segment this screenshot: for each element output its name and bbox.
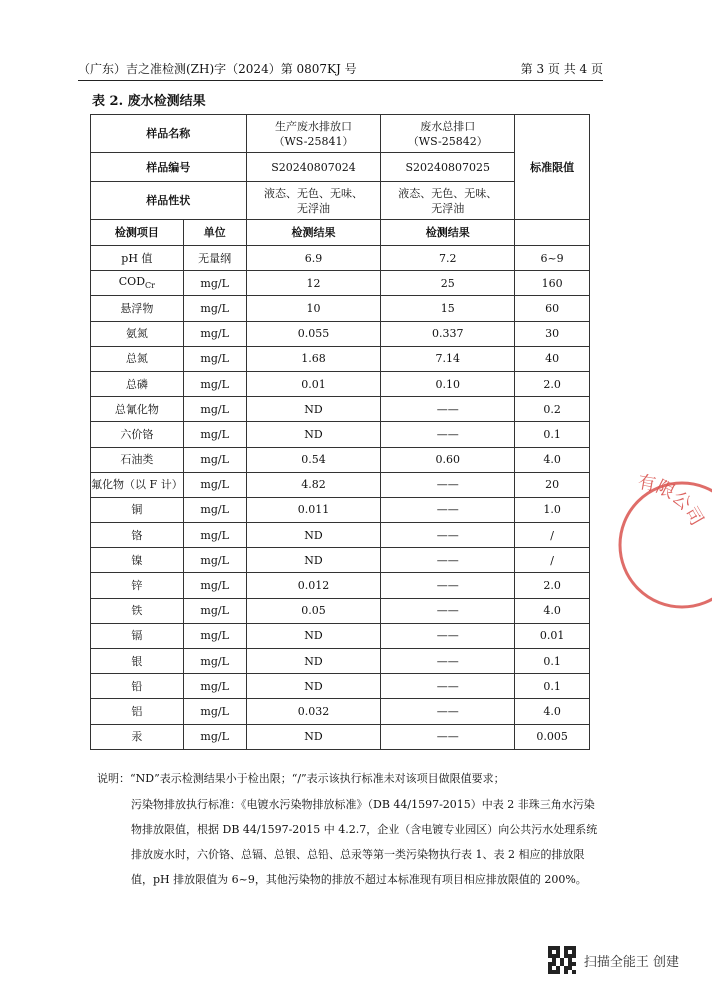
note-explanation: 说明：“ND”表示检测结果小于检出限；“/”表示该执行标准未对该项目做限值要求；: [97, 772, 505, 785]
result-1: 4.82: [246, 472, 381, 497]
report-header: [78, 58, 603, 80]
item-name: 六价铬: [91, 422, 184, 447]
result-2: ——: [381, 724, 515, 749]
limit: /: [515, 523, 590, 548]
company-seal: [612, 470, 712, 620]
header-divider: [78, 80, 603, 81]
limit: 30: [515, 321, 590, 346]
unit: mg/L: [183, 371, 246, 396]
unit: mg/L: [183, 422, 246, 447]
result-1: 0.012: [246, 573, 381, 598]
limit: 4.0: [515, 598, 590, 623]
unit: mg/L: [183, 623, 246, 648]
table-row: [91, 649, 590, 674]
result-2: ——: [381, 623, 515, 648]
sample2-code: S20240807025: [381, 153, 515, 182]
result-2: 0.60: [381, 447, 515, 472]
table-row: [91, 371, 590, 396]
label-sample-code: 样品编号: [91, 153, 247, 182]
label-sample-name: 样品名称: [91, 115, 247, 153]
table-row: [91, 346, 590, 371]
label-result-2: 检测结果: [381, 220, 515, 246]
unit: mg/L: [183, 321, 246, 346]
table-row: [91, 724, 590, 749]
result-1: ND: [246, 422, 381, 447]
result-1: ND: [246, 548, 381, 573]
label-standard: 标准限值: [515, 115, 590, 220]
item-name: $COD_{Cr}$: [91, 271, 184, 296]
label-item: 检测项目: [91, 220, 184, 246]
limit: 2.0: [515, 573, 590, 598]
table-row: [91, 447, 590, 472]
unit: mg/L: [183, 472, 246, 497]
limit: 20: [515, 472, 590, 497]
sample2-state: 液态、无色、无味、 无浮油: [381, 182, 515, 220]
table-row: [91, 472, 590, 497]
unit: mg/L: [183, 346, 246, 371]
report-number: （广东）吉之准检测(ZH)字（2024）第 0807KJ 号: [78, 62, 357, 76]
limit: 0.01: [515, 623, 590, 648]
result-2: ——: [381, 674, 515, 699]
limit: 60: [515, 296, 590, 321]
limit: 0.1: [515, 674, 590, 699]
limit: /: [515, 548, 590, 573]
scanner-footer: [548, 946, 679, 974]
result-2: 15: [381, 296, 515, 321]
sample1-name: 生产废水排放口 （WS-25841）: [246, 115, 381, 153]
unit: mg/L: [183, 674, 246, 699]
page-number: 第 3 页 共 4 页: [520, 62, 603, 76]
item-name: 悬浮物: [91, 296, 184, 321]
label-result-1: 检测结果: [246, 220, 381, 246]
unit: mg/L: [183, 523, 246, 548]
blank-cell: [515, 220, 590, 246]
result-1: ND: [246, 649, 381, 674]
table-row: [91, 321, 590, 346]
item-name: 铅: [91, 674, 184, 699]
table-row: [91, 699, 590, 724]
row-column-headers: [91, 220, 590, 246]
item-name: 汞: [91, 724, 184, 749]
result-2: ——: [381, 523, 515, 548]
unit: mg/L: [183, 699, 246, 724]
unit: mg/L: [183, 548, 246, 573]
result-1: 6.9: [246, 246, 381, 271]
result-2: ——: [381, 397, 515, 422]
item-name: 氨氮: [91, 321, 184, 346]
unit: mg/L: [183, 296, 246, 321]
item-name: 总氰化物: [91, 397, 184, 422]
result-2: 7.14: [381, 346, 515, 371]
item-name: 总磷: [91, 371, 184, 396]
table-row: [91, 497, 590, 522]
item-name: 总氮: [91, 346, 184, 371]
result-2: 0.10: [381, 371, 515, 396]
table-row: [91, 296, 590, 321]
unit: mg/L: [183, 649, 246, 674]
result-1: ND: [246, 724, 381, 749]
result-2: ——: [381, 598, 515, 623]
unit: mg/L: [183, 497, 246, 522]
limit: 160: [515, 271, 590, 296]
table-row: [91, 246, 590, 271]
table-row: [91, 397, 590, 422]
footer-text: 扫描全能王 创建: [583, 954, 679, 970]
limit: 2.0: [515, 371, 590, 396]
table-row: [91, 598, 590, 623]
row-sample-code: [91, 153, 590, 182]
unit: 无量纲: [183, 246, 246, 271]
limit: 0.005: [515, 724, 590, 749]
result-1: 0.05: [246, 598, 381, 623]
unit: mg/L: [183, 598, 246, 623]
result-2: ——: [381, 573, 515, 598]
item-name: 镍: [91, 548, 184, 573]
limit: 40: [515, 346, 590, 371]
limit: 6~9: [515, 246, 590, 271]
wastewater-results-table: [90, 114, 590, 750]
limit: 1.0: [515, 497, 590, 522]
svg-text:有限公司: 有限公司: [636, 471, 708, 530]
limit: 0.2: [515, 397, 590, 422]
result-1: 0.54: [246, 447, 381, 472]
table-row: [91, 548, 590, 573]
limit: 4.0: [515, 699, 590, 724]
result-1: ND: [246, 623, 381, 648]
result-1: 10: [246, 296, 381, 321]
result-1: ND: [246, 523, 381, 548]
result-2: ——: [381, 422, 515, 447]
result-1: 0.032: [246, 699, 381, 724]
table-row: [91, 623, 590, 648]
table-row: [91, 271, 590, 296]
item-name: 铁: [91, 598, 184, 623]
row-sample-name: [91, 115, 590, 153]
result-2: ——: [381, 497, 515, 522]
sample2-name: 废水总排口 （WS-25842）: [381, 115, 515, 153]
result-1: 0.055: [246, 321, 381, 346]
item-name: 石油类: [91, 447, 184, 472]
sample1-state: 液态、无色、无味、 无浮油: [246, 182, 381, 220]
result-1: ND: [246, 674, 381, 699]
unit: mg/L: [183, 447, 246, 472]
unit: mg/L: [183, 573, 246, 598]
item-name: 氟化物（以 F 计）: [91, 472, 184, 497]
item-name: 铜: [91, 497, 184, 522]
result-2: 7.2: [381, 246, 515, 271]
item-name: 铝: [91, 699, 184, 724]
result-2: ——: [381, 472, 515, 497]
table-title: 表 2. 废水检测结果: [92, 94, 206, 109]
result-1: 12: [246, 271, 381, 296]
qr-code-icon: [548, 946, 576, 974]
label-sample-state: 样品性状: [91, 182, 247, 220]
item-subscript: Cr: [145, 280, 155, 290]
unit: mg/L: [183, 724, 246, 749]
result-2: ——: [381, 548, 515, 573]
item-name: 镉: [91, 623, 184, 648]
limit: 0.1: [515, 422, 590, 447]
table-row: [91, 422, 590, 447]
result-2: 25: [381, 271, 515, 296]
table-row: [91, 573, 590, 598]
sample1-code: S20240807024: [246, 153, 381, 182]
row-sample-state: [91, 182, 590, 220]
result-1: 0.01: [246, 371, 381, 396]
result-1: 0.011: [246, 497, 381, 522]
limit: 4.0: [515, 447, 590, 472]
item-name: pH 值: [91, 246, 184, 271]
result-1: 1.68: [246, 346, 381, 371]
item-name: 锌: [91, 573, 184, 598]
unit: mg/L: [183, 271, 246, 296]
unit: mg/L: [183, 397, 246, 422]
result-2: ——: [381, 699, 515, 724]
result-2: ——: [381, 649, 515, 674]
table-row: [91, 674, 590, 699]
note-standard: 污染物排放执行标准：《电镀水污染物排放标准》（DB 44/1597-2015）中表 2 非珠三角水污染物排放限值，根据 DB 44/1597-2015 中 4.2.7，企业（含电镀专业园区）向公共污水处理系统排放废水时，六价铬、总镉、总银、总铅、总汞等第一类污染物执行表 1、表 2 相应的排放限值，pH 排放限值为 6~9，其他污染物的排放不超过本标准现有项目相应排放限值的 200%。: [131, 798, 598, 886]
limit: 0.1: [515, 649, 590, 674]
result-2: 0.337: [381, 321, 515, 346]
label-unit: 单位: [183, 220, 246, 246]
table-row: [91, 523, 590, 548]
result-1: ND: [246, 397, 381, 422]
item-name: 银: [91, 649, 184, 674]
item-name: 铬: [91, 523, 184, 548]
